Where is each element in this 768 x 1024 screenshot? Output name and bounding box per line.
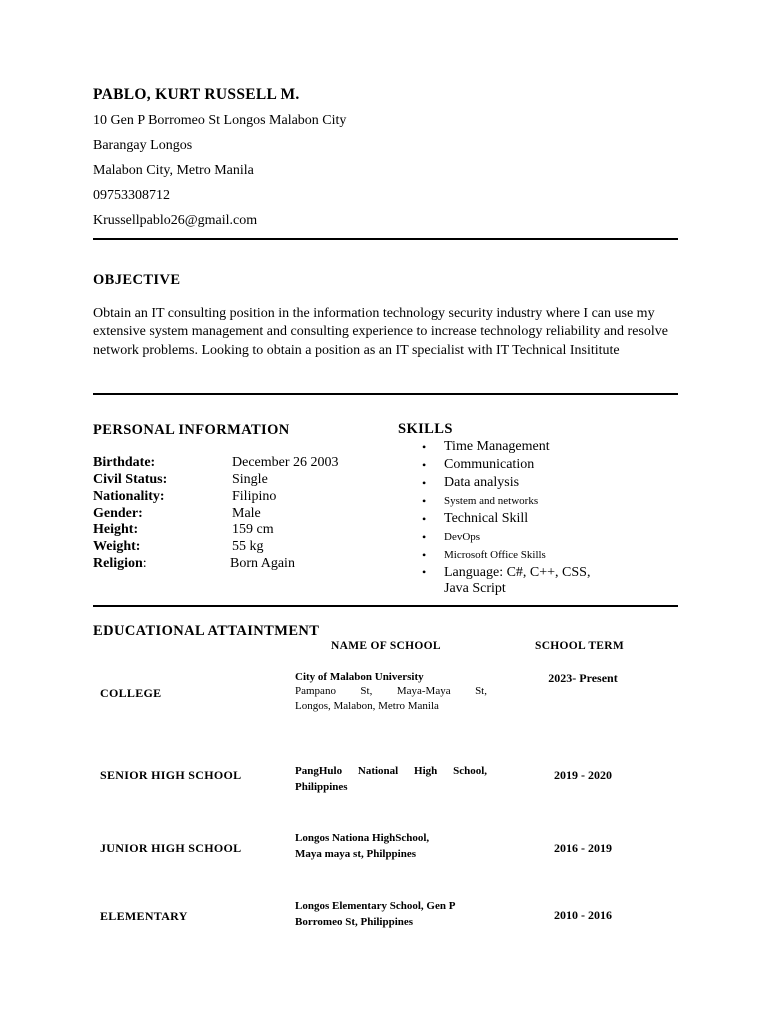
height-value: 159 cm xyxy=(232,522,274,537)
religion-label-text: Religion xyxy=(93,556,143,571)
gender-value: Male xyxy=(232,506,261,521)
school-name-line: PangHulo National High School, xyxy=(295,765,487,777)
skill-label-continued: Java Script xyxy=(444,581,506,596)
school-name-line: Longos Elementary School, Gen P xyxy=(295,900,456,912)
objective-heading: OBJECTIVE xyxy=(93,272,181,288)
school-address-line: Pampano St, Maya-Maya St, xyxy=(295,685,487,697)
bullet-icon: • xyxy=(422,476,427,490)
skill-item xyxy=(416,456,686,474)
religion-label xyxy=(93,556,147,572)
bullet-icon: • xyxy=(422,494,427,508)
objective-text: Obtain an IT consulting position in the information technology security industry where I can use my extensive system management and consulting experience to increase technology reliability and resolve network problems. Looking to obtain a position as an IT specialist with IT Technical Insititute xyxy=(93,306,668,358)
school-name: City of Malabon University xyxy=(295,671,424,683)
education-heading: EDUCATIONAL ATTAINTMENT xyxy=(93,623,320,639)
skill-label: Communication xyxy=(444,457,535,472)
school-name-column-header: NAME OF SCHOOL xyxy=(331,640,441,652)
skill-label: Technical Skill xyxy=(444,511,529,526)
personal-info-heading: PERSONAL INFORMATION xyxy=(93,422,290,438)
address-line-3: Malabon City, Metro Manila xyxy=(93,163,254,178)
edu-term-elementary: 2010 - 2016 xyxy=(554,908,612,922)
school-name-line: Longos Nationa HighSchool, xyxy=(295,832,430,844)
applicant-name: PABLO, KURT RUSSELL M. xyxy=(93,86,300,103)
bullet-icon: • xyxy=(422,548,427,562)
edu-term-college: 2023- Present xyxy=(548,671,618,685)
edu-term-junior-high: 2016 - 2019 xyxy=(554,841,612,855)
birthdate-label: Birthdate: xyxy=(93,455,156,470)
edu-term-senior-high: 2019 - 2020 xyxy=(554,768,612,782)
school-name-line: Borromeo St, Philippines xyxy=(295,916,414,928)
school-name-line: Philippines xyxy=(295,781,348,793)
school-address-line: Longos, Malabon, Metro Manila xyxy=(295,700,439,712)
gender-label: Gender: xyxy=(93,506,143,521)
skill-label: Language: C#, C++, CSS, xyxy=(444,565,591,580)
address-line-2: Barangay Longos xyxy=(93,138,193,153)
religion-value: Born Again xyxy=(230,556,295,571)
phone-number: 09753308712 xyxy=(93,188,170,203)
edu-level-senior-high: SENIOR HIGH SCHOOL xyxy=(100,768,242,782)
bullet-icon: • xyxy=(422,512,427,526)
civil-status-value: Single xyxy=(232,472,268,487)
skill-label: System and networks xyxy=(444,495,539,507)
edu-school-college xyxy=(295,669,487,714)
religion-colon: : xyxy=(142,556,147,571)
skills-list xyxy=(416,438,686,597)
school-term-column-header: SCHOOL TERM xyxy=(535,640,625,652)
email-address: Krussellpablo26@gmail.com xyxy=(93,213,258,228)
skill-label: DevOps xyxy=(444,531,481,543)
birthdate-value: December 26 2003 xyxy=(232,455,339,470)
skill-item xyxy=(416,528,686,546)
bullet-icon: • xyxy=(422,530,427,544)
skill-item xyxy=(416,474,686,492)
divider xyxy=(93,238,678,240)
civil-status-label: Civil Status: xyxy=(93,472,168,487)
divider xyxy=(93,605,678,607)
edu-level-college: COLLEGE xyxy=(100,686,162,700)
skill-label: Time Management xyxy=(444,439,550,454)
skill-item xyxy=(416,510,686,528)
bullet-icon: • xyxy=(422,458,427,472)
skill-item xyxy=(416,564,686,597)
height-label: Height: xyxy=(93,522,139,537)
skill-item xyxy=(416,492,686,510)
edu-school-senior-high xyxy=(295,763,487,795)
school-name-line: Maya maya st, Philppines xyxy=(295,848,417,860)
skills-heading: SKILLS xyxy=(398,421,453,437)
nationality-value: Filipino xyxy=(232,489,277,504)
bullet-icon: • xyxy=(422,440,427,454)
skill-item xyxy=(416,546,686,564)
edu-level-junior-high: JUNIOR HIGH SCHOOL xyxy=(100,841,242,855)
skill-item xyxy=(416,438,686,456)
edu-school-elementary xyxy=(295,898,487,930)
divider xyxy=(93,393,678,395)
bullet-icon: • xyxy=(422,565,427,579)
weight-label: Weight: xyxy=(93,539,141,554)
skill-label: Data analysis xyxy=(444,475,520,490)
edu-level-elementary: ELEMENTARY xyxy=(100,909,188,923)
nationality-label: Nationality: xyxy=(93,489,165,504)
edu-school-junior-high xyxy=(295,830,487,862)
skill-label: Microsoft Office Skills xyxy=(444,549,546,561)
weight-value: 55 kg xyxy=(232,539,264,554)
address-line-1: 10 Gen P Borromeo St Longos Malabon City xyxy=(93,113,347,128)
